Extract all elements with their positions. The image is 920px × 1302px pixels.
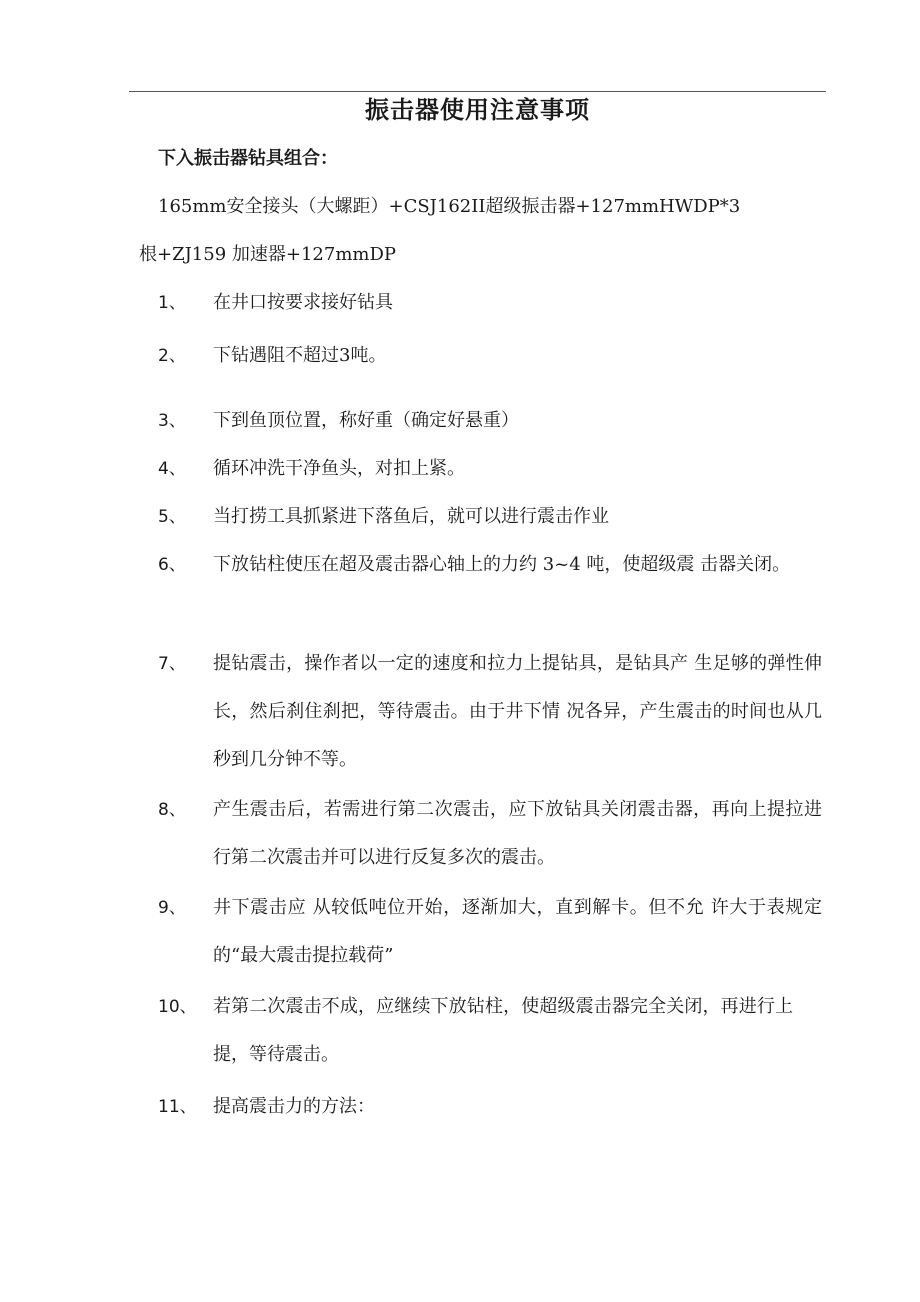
bha-combination-line-1: 165mm安全接头（大螺距）+CSJ162II超级振击器+127mmHWDP*3 xyxy=(158,196,741,217)
list-item-text: 下到鱼顶位置，称好重（确定好悬重） xyxy=(213,410,519,431)
list-item-text: 若第二次震击不成，应继续下放钻柱，使超级震击器完全关闭，再进行上提，等待震击。 xyxy=(213,996,793,1065)
list-item-text: 当打捞工具抓紧进下落鱼后，就可以进行震击作业 xyxy=(213,506,609,527)
list-item-number: 11、 xyxy=(158,1097,197,1117)
section-heading: 下入振击器钻具组合： xyxy=(158,148,338,169)
bha-combination-line-2: 根+ZJ159 加速器+127mmDP xyxy=(139,244,397,265)
list-item-number: 10、 xyxy=(158,997,197,1017)
page-title: 振击器使用注意事项 xyxy=(365,96,590,124)
list-item-text: 提钻震击，操作者以一定的速度和拉力上提钻具，是钻具产 生足够的弹性伸长，然后刹住刹把，等待震击。由于井下情 况各异，产生震击的时间也从几秒到几分钟不等。 xyxy=(213,653,822,770)
list-item-number: 4、 xyxy=(158,459,186,479)
list-item-number: 1、 xyxy=(158,293,186,313)
list-item-number: 3、 xyxy=(158,411,186,431)
list-item-text: 下钻遇阻不超过3吨。 xyxy=(213,345,387,366)
list-item-text: 下放钻柱使压在超及震击器心轴上的力约 3~4 吨，使超级震 击器关闭。 xyxy=(213,554,791,575)
list-item-number: 6、 xyxy=(158,555,186,575)
list-item-number: 9、 xyxy=(158,898,186,918)
list-item-text: 井下震击应 从较低吨位开始，逐渐加大，直到解卡。但不允 许大于表规定的“最大震击提拉载荷” xyxy=(213,897,822,966)
list-item-text: 在井口按要求接好钻具 xyxy=(213,292,393,313)
list-item-number: 2、 xyxy=(158,346,186,366)
header-rule xyxy=(129,91,826,92)
list-item-number: 7、 xyxy=(158,654,186,674)
list-item-number: 5、 xyxy=(158,507,186,527)
list-item-text: 产生震击后，若需进行第二次震击，应下放钻具关闭震击器，再向上提拉进行第二次震击并可以进行反复多次的震击。 xyxy=(213,799,822,868)
list-item-number: 8、 xyxy=(158,800,186,820)
list-item-text: 提高震击力的方法： xyxy=(213,1096,375,1117)
list-item-text: 循环冲洗干净鱼头，对扣上紧。 xyxy=(213,458,465,479)
